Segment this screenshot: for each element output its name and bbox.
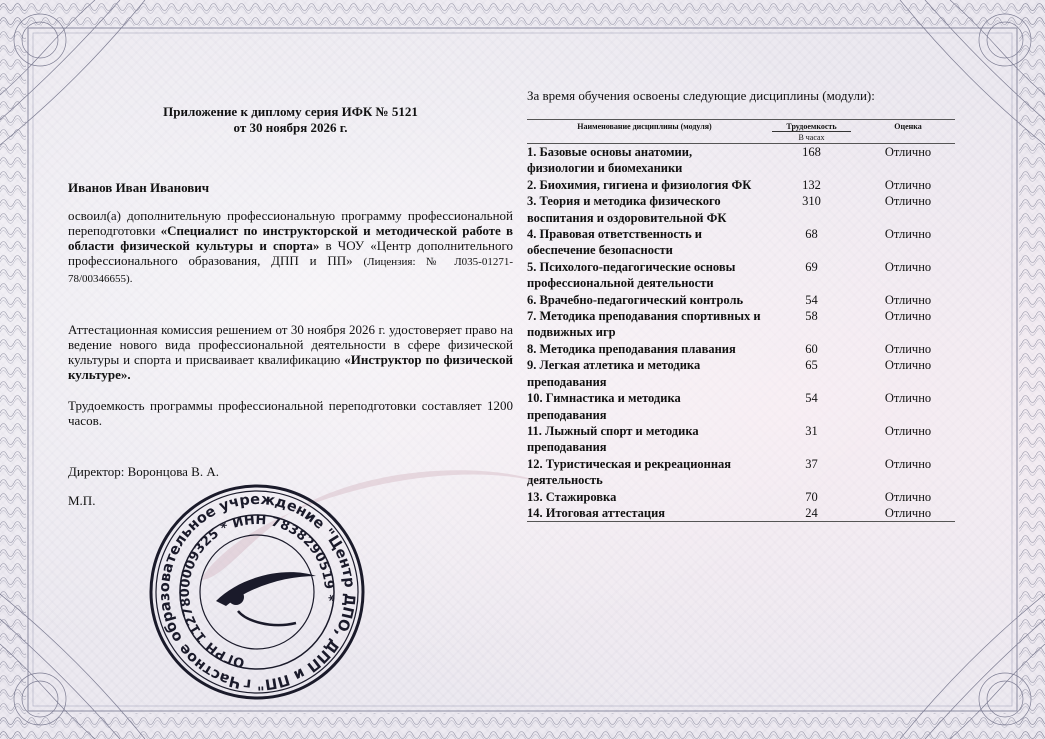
discipline-name: 10. Гимнастика и методика преподавания bbox=[527, 391, 681, 422]
discipline-hours: 58 bbox=[805, 309, 818, 324]
discipline-hours: 60 bbox=[805, 341, 818, 356]
program-text-2: в ЧОУ «Центр дополнительного профессионального образования, ДПП и ПП» bbox=[68, 238, 513, 268]
discipline-hours: 54 bbox=[805, 391, 818, 406]
discipline-hours: 65 bbox=[805, 358, 818, 373]
table-row bbox=[527, 177, 955, 193]
discipline-name: 5. Психолого-педагогические основы профессиональной деятельности bbox=[527, 259, 736, 291]
table-row bbox=[527, 341, 955, 357]
table-row bbox=[527, 144, 955, 177]
discipline-grade: Отлично bbox=[884, 309, 932, 324]
table-row bbox=[527, 357, 955, 390]
discipline-grade: Отлично bbox=[884, 227, 932, 242]
table-row bbox=[527, 193, 955, 226]
discipline-grade: Отлично bbox=[884, 489, 932, 504]
table-row bbox=[527, 423, 955, 456]
workload-paragraph: Трудоемкость программы профессиональной переподготовки составляет 1200 часов. bbox=[68, 398, 513, 428]
stamp-inner-text: ОГРН 1127800009325 * ИНН 7838290519 * bbox=[177, 512, 337, 670]
discipline-name: 4. Правовая ответственность и обеспечение безопасности bbox=[527, 227, 702, 258]
disciplines-table bbox=[527, 119, 955, 522]
discipline-hours: 31 bbox=[805, 423, 818, 438]
discipline-hours: 70 bbox=[805, 489, 818, 504]
table-row bbox=[527, 308, 955, 341]
right-column bbox=[527, 88, 955, 522]
stamp-emblem bbox=[216, 572, 316, 625]
table-row bbox=[527, 259, 955, 292]
table-row bbox=[527, 292, 955, 308]
discipline-name: 7. Методика преподавания спортивных и подвижных игр bbox=[527, 309, 761, 340]
header-grade: Оценка bbox=[861, 120, 955, 144]
discipline-name: 8. Методика преподавания плавания bbox=[527, 341, 736, 356]
discipline-grade: Отлично bbox=[884, 259, 932, 274]
organization-stamp bbox=[146, 481, 368, 703]
table-row bbox=[527, 390, 955, 423]
discipline-hours: 24 bbox=[762, 505, 861, 522]
table-row bbox=[527, 456, 955, 489]
disciplines-intro: За время обучения освоены следующие дисциплины (модули): bbox=[527, 88, 875, 103]
program-text-1: освоил(а) дополнительную профессиональную программу профессиональной переподготовки bbox=[68, 208, 513, 238]
discipline-grade: Отлично bbox=[884, 177, 932, 192]
license-text: (Лицензия: № Л035-01271-78/00346655). bbox=[68, 256, 514, 285]
discipline-name: 12. Туристическая и рекреационная деятельность bbox=[527, 456, 732, 488]
stamp-outer-text: Частное образовательное учреждение "Центр ДПО, ДПП и ПП" г.Санкт-Петербург bbox=[156, 491, 358, 693]
title-line-1: Приложение к диплому серия ИФК № 5121 bbox=[163, 104, 418, 119]
program-paragraph bbox=[68, 208, 513, 287]
discipline-name: 3. Теория и методика физического воспитания и оздоровительной ФК bbox=[527, 194, 727, 225]
discipline-hours: 310 bbox=[802, 194, 821, 209]
table-body bbox=[527, 144, 955, 522]
discipline-name: 13. Стажировка bbox=[527, 489, 617, 504]
discipline-grade: Отлично bbox=[884, 358, 932, 373]
title-line-2: от 30 ноября 2026 г. bbox=[233, 120, 348, 135]
table-row bbox=[527, 226, 955, 259]
discipline-grade: Отлично bbox=[884, 423, 932, 438]
document-title bbox=[68, 104, 513, 136]
discipline-hours: 168 bbox=[802, 145, 821, 159]
seal-place: М.П. bbox=[68, 493, 96, 508]
discipline-grade: Отлично bbox=[884, 145, 932, 159]
discipline-name: 1. Базовые основы анатомии, физиологии и биомеханики bbox=[527, 145, 693, 176]
discipline-name: 14. Итоговая аттестация bbox=[527, 505, 762, 522]
discipline-hours: 37 bbox=[805, 456, 818, 471]
discipline-grade: Отлично bbox=[861, 505, 955, 522]
header-hours: Трудоемкость В часах bbox=[762, 120, 861, 144]
table-header-row bbox=[527, 120, 955, 144]
director-signature: Директор: Воронцова В. А. bbox=[68, 464, 219, 479]
discipline-name: 9. Легкая атлетика и методика преподавания bbox=[527, 358, 701, 389]
program-title: «Специалист по инструкторской и методической работе в области физической культуры и спорта» bbox=[68, 223, 513, 253]
discipline-grade: Отлично bbox=[884, 194, 932, 209]
discipline-grade: Отлично bbox=[884, 341, 932, 356]
discipline-name: 2. Биохимия, гигиена и физиология ФК bbox=[527, 177, 752, 192]
discipline-hours: 132 bbox=[802, 177, 821, 192]
discipline-grade: Отлично bbox=[884, 292, 932, 307]
qualification-title: «Инструктор по физической культуре». bbox=[68, 352, 513, 382]
graduate-name: Иванов Иван Иванович bbox=[68, 180, 210, 195]
left-column bbox=[68, 104, 513, 508]
table-row bbox=[527, 505, 955, 522]
discipline-name: 6. Врачебно-педагогический контроль bbox=[527, 292, 744, 307]
discipline-grade: Отлично bbox=[884, 456, 932, 471]
discipline-grade: Отлично bbox=[884, 391, 932, 406]
discipline-hours: 54 bbox=[805, 292, 818, 307]
attestation-text: Аттестационная комиссия решением от 30 ноября 2026 г. удостоверяет право на ведение нового вида профессиональной деятельности в сфере физической культуры и спорта и присваивает квалификацию bbox=[68, 322, 513, 367]
discipline-name: 11. Лыжный спорт и методика преподавания bbox=[527, 423, 699, 455]
table-row bbox=[527, 489, 955, 505]
discipline-hours: 68 bbox=[805, 227, 818, 242]
attestation-paragraph bbox=[68, 322, 513, 382]
header-name: Наименование дисциплины (модуля) bbox=[527, 120, 762, 144]
header-hours-unit: В часах bbox=[798, 133, 825, 142]
discipline-hours: 69 bbox=[805, 259, 818, 274]
